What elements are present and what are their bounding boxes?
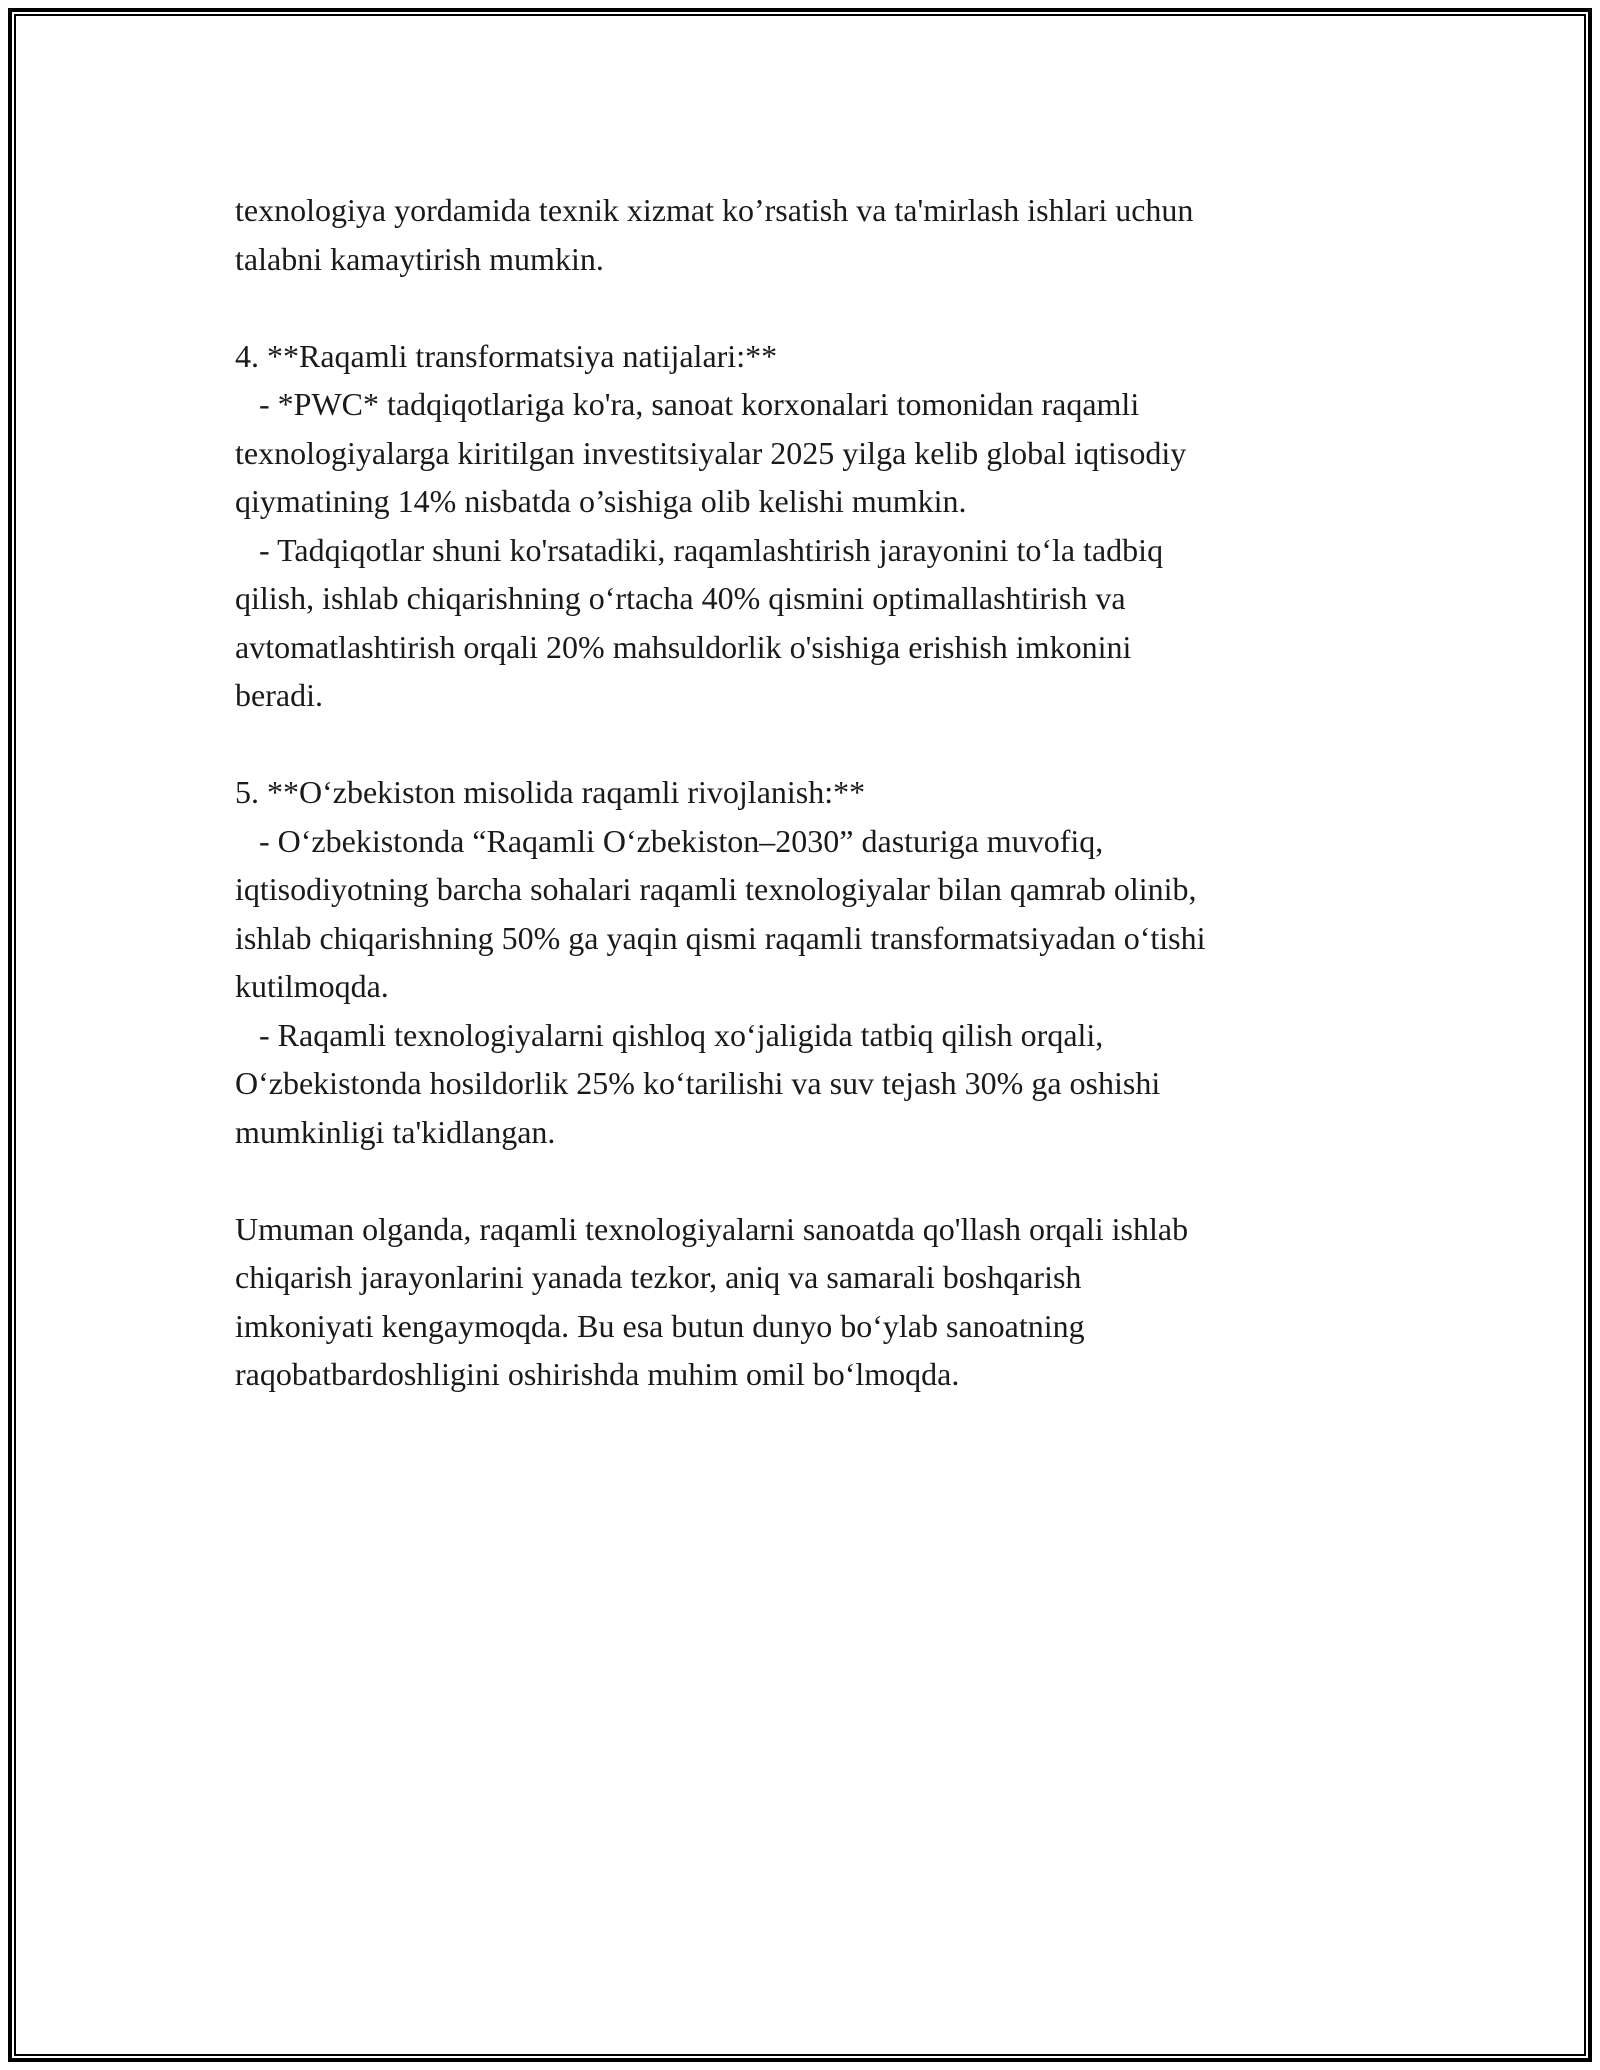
text-line: texnologiya yordamida texnik xizmat ko’rsatish va ta'mirlash ishlari uchun xyxy=(235,192,1194,228)
document-body xyxy=(235,186,1365,1399)
text-line: beradi. xyxy=(235,677,323,713)
text-line: mumkinligi ta'kidlangan. xyxy=(235,1113,556,1150)
text-line: - *PWC* tadqiqotlariga ko'ra, sanoat korxonalari tomonidan raqamli xyxy=(235,386,1140,422)
text-line: - Tadqiqotlar shuni ko'rsatadiki, raqamlashtirish jarayonini to‘la tadbiq xyxy=(235,531,1164,568)
blank-line xyxy=(235,720,1365,769)
blank-line xyxy=(235,1156,1365,1205)
text-line: kutilmoqda. xyxy=(235,968,389,1004)
blank-line xyxy=(235,283,1365,332)
text-line: texnologiyalarga kiritilgan investitsiyalar 2025 yilga kelib global iqtisodiy xyxy=(235,434,1187,471)
conclusion-line: chiqarish jarayonlarini yanada tezkor, aniq va samarali boshqarish xyxy=(235,1259,1082,1295)
conclusion-line: raqobatbardoshligini oshirishda muhim omil bo‘lmoqda. xyxy=(235,1356,960,1392)
section-heading-5: 5. **O‘zbekiston misolida raqamli rivojlanish:** xyxy=(235,774,866,810)
conclusion-line: imkoniyati kengaymoqda. Bu esa butun dunyo bo‘ylab sanoatning xyxy=(235,1307,1085,1344)
text-line: avtomatlashtirish orqali 20% mahsuldorlik o'sishiga erishish imkonini xyxy=(235,628,1132,665)
section-heading-4: 4. **Raqamli transformatsiya natijalari:** xyxy=(235,337,778,374)
text-line: qilish, ishlab chiqarishning o‘rtacha 40% qismini optimallashtirish va xyxy=(235,580,1126,616)
text-line: - Raqamli texnologiyalarni qishloq xo‘jaligida tatbiq qilish orqali, xyxy=(235,1016,1104,1053)
text-line: qiymatining 14% nisbatda o’sishiga olib kelishi mumkin. xyxy=(235,483,967,519)
text-line: iqtisodiyotning barcha sohalari raqamli texnologiyalar bilan qamrab olinib, xyxy=(235,871,1197,907)
text-line: - O‘zbekistonda “Raqamli O‘zbekiston–2030” dasturiga muvofiq, xyxy=(235,822,1104,859)
text-line: talabni kamaytirish mumkin. xyxy=(235,240,604,277)
conclusion-line: Umuman olganda, raqamli texnologiyalarni sanoatda qo'llash orqali ishlab xyxy=(235,1210,1189,1247)
text-line: ishlab chiqarishning 50% ga yaqin qismi raqamli transformatsiyadan o‘tishi xyxy=(235,919,1206,956)
text-line: O‘zbekistonda hosildorlik 25% ko‘tarilishi va suv tejash 30% ga oshishi xyxy=(235,1065,1161,1101)
